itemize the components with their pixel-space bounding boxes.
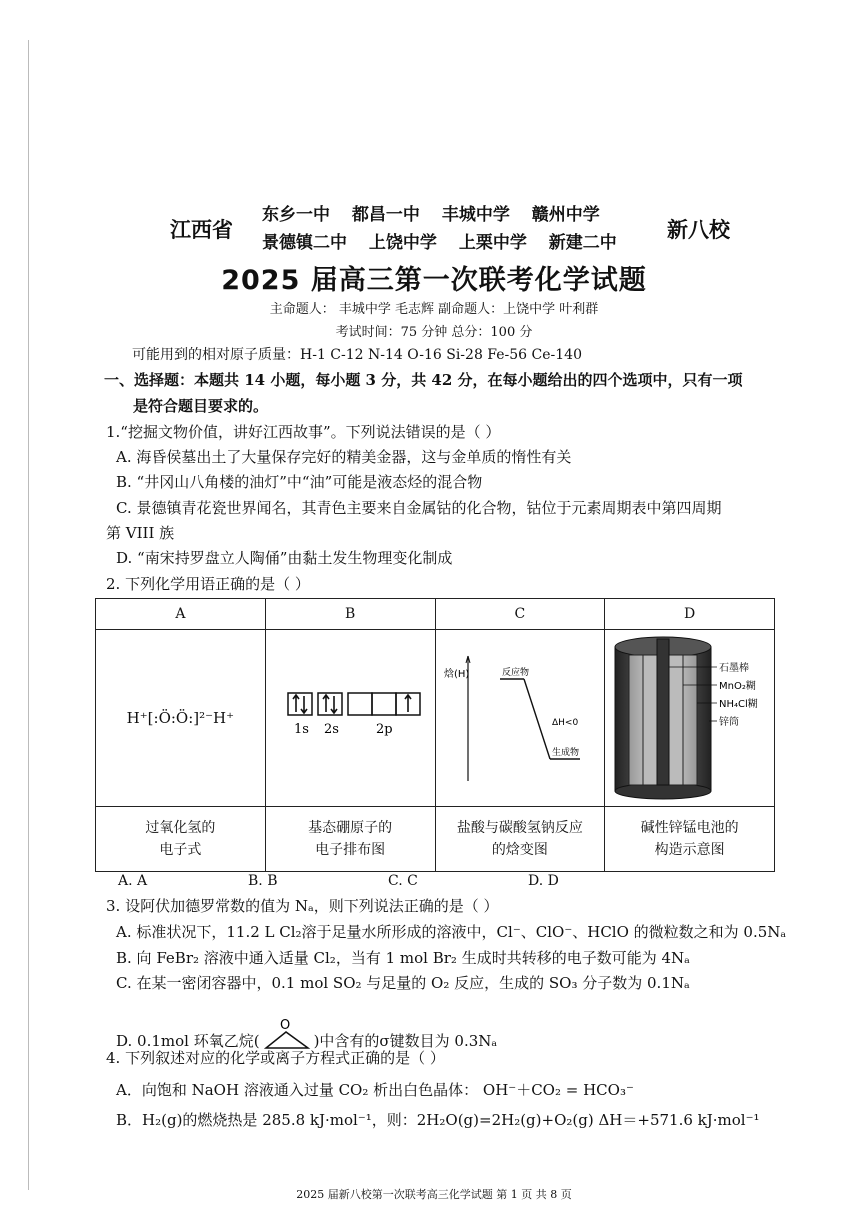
caption-line: 盐酸与碳酸氢钠反应 [456, 820, 583, 836]
question-3-stem: 3. 设阿伏加德罗常数的值为 Nₐ，则下列说法正确的是（ ） [106, 897, 499, 915]
caption-line: 电子式 [159, 842, 202, 858]
group-label: 新八校 [667, 218, 730, 242]
school-name: 新建二中 [548, 233, 617, 253]
orbital-label: 2p [376, 722, 393, 737]
question-1-option-b: B. “井冈山八角楼的油灯”中“油”可能是液态烃的混合物 [116, 473, 483, 491]
caption-line: 碱性锌锰电池的 [640, 820, 739, 836]
page-footer: 2025 届新八校第一次联考高三化学试题 第 1 页 共 8 页 [296, 1188, 572, 1201]
school-name: 上栗中学 [458, 233, 527, 253]
question-2-choice-a: A. A [118, 873, 148, 889]
school-name: 东乡一中 [262, 205, 330, 225]
page-title: 2025 届高三第一次联考化学试题 [221, 265, 647, 296]
school-header [170, 198, 730, 258]
epoxide-ring-icon [260, 1018, 314, 1052]
product-label: 生成物 [551, 748, 579, 758]
label-zinc-can: 锌筒 [719, 717, 740, 728]
table-header: B [265, 599, 435, 630]
caption-line: 基态硼原子的 [308, 820, 393, 836]
caption-line: 电子排布图 [315, 842, 386, 858]
question-2-choice-d: D. D [528, 873, 559, 889]
enthalpy-diagram [440, 641, 600, 791]
orbital-label: 2s [324, 722, 340, 737]
question-3-option-c: C. 在某一密闭容器中，0.1 mol SO₂ 与足量的 O₂ 反应，生成的 SO₃ 分子数为 0.1Nₐ [116, 974, 690, 992]
section-heading-cont: 是符合题目要求的。 [133, 397, 269, 415]
question-2-stem: 2. 下列化学用语正确的是（ ） [106, 575, 310, 593]
question-2-choice-c: C. C [388, 873, 418, 889]
label-nh4cl-paste: NH₄Cl糊 [719, 699, 759, 710]
province-label: 江西省 [170, 218, 233, 242]
table-header: D [605, 599, 775, 630]
question-4-stem: 4. 下列叙述对应的化学或离子方程式正确的是（ ） [106, 1049, 445, 1067]
table-header: A [96, 599, 266, 630]
cell-a-electron-formula [96, 630, 266, 807]
question-3-option-b: B. 向 FeBr₂ 溶液中通入适量 Cl₂，当有 1 mol Br₂ 生成时共转移的电子数可能为 4Nₐ [116, 949, 690, 967]
authors: 主命题人： 丰城中学 毛志辉 副命题人：上饶中学 叶利群 [269, 302, 599, 317]
cell-b-orbital-diagram [265, 630, 435, 807]
question-2-table [95, 598, 775, 872]
question-4-option-b: B．H₂(g)的燃烧热是 285.8 kJ·mol⁻¹，则：2H₂O(g)=2H₂(g)+O₂(g) ΔH＝+571.6 kJ·mol⁻¹ [116, 1111, 760, 1129]
caption-line: 构造示意图 [654, 842, 725, 858]
orbital-diagram [270, 681, 430, 751]
exam-info: 考试时间：75 分钟 总分：100 分 [335, 325, 533, 340]
caption-b [265, 807, 435, 872]
label-mno2-paste: MnO₂糊 [719, 681, 757, 692]
reactant-label: 反应物 [501, 668, 529, 678]
school-name: 都昌一中 [351, 205, 420, 225]
school-name: 上饶中学 [368, 233, 437, 253]
table-header: C [435, 599, 605, 630]
peroxide-formula: H⁺[:Ö:Ö:]²⁻H⁺ [126, 709, 235, 727]
question-1-option-d: D. “南宋持罗盘立人陶俑”由黏土发生物理变化制成 [116, 549, 453, 567]
question-1-option-a: A. 海昏侯墓出土了大量保存完好的精美金器，这与金单质的惰性有关 [116, 448, 572, 466]
epoxide-oxygen: O [279, 1018, 290, 1033]
delta-h-label: ΔH<0 [551, 718, 579, 728]
caption-line: 的焓变图 [491, 842, 548, 858]
atomic-masses: 可能用到的相对原子质量：H-1 C-12 N-14 O-16 Si-28 Fe-56 Ce-140 [132, 347, 582, 363]
battery-diagram [605, 631, 775, 801]
caption-a [96, 807, 266, 872]
school-name: 丰城中学 [441, 205, 510, 225]
question-1-option-c: C. 景德镇青花瓷世界闻名，其青色主要来自金属钴的化合物，钴位于元素周期表中第四周期 [116, 499, 722, 517]
question-4-option-a: A．向饱和 NaOH 溶液通入过量 CO₂ 析出白色晶体： OH⁻＋CO₂ = HCO₃⁻ [116, 1081, 634, 1099]
margin-line [28, 40, 29, 1190]
cell-c-enthalpy-diagram [435, 630, 605, 807]
school-row-1 [262, 200, 616, 225]
cell-d-battery-diagram [605, 630, 775, 807]
question-1-stem: 1.“挖掘文物价值，讲好江西故事”。下列说法错误的是（ ） [106, 423, 501, 441]
school-row-2 [262, 228, 633, 253]
y-axis-label: 焓(H) [443, 669, 470, 680]
question-1-option-c-cont: 第 VIII 族 [106, 524, 175, 542]
school-name: 景德镇二中 [262, 233, 347, 253]
option-d-prefix: D. 0.1mol 环氧乙烷( [116, 1032, 260, 1050]
question-3-option-a: A. 标准状况下，11.2 L Cl₂溶于足量水所形成的溶液中，Cl⁻、ClO⁻、HClO 的微粒数之和为 0.5Nₐ [116, 923, 787, 941]
label-graphite-rod: 石墨棒 [719, 663, 750, 674]
section-heading: 一、选择题：本题共 14 小题，每小题 3 分，共 42 分，在每小题给出的四个选项中，只有一项 [104, 371, 743, 389]
school-name: 赣州中学 [531, 205, 600, 225]
orbital-label: 1s [294, 722, 310, 737]
option-d-suffix: )中含有的σ键数目为 0.3Nₐ [313, 1032, 498, 1050]
question-2-choice-b: B. B [248, 873, 278, 889]
question-3-option-d [116, 1018, 497, 1052]
caption-c [435, 807, 605, 872]
caption-d [605, 807, 775, 872]
caption-line: 过氧化氢的 [145, 820, 216, 836]
